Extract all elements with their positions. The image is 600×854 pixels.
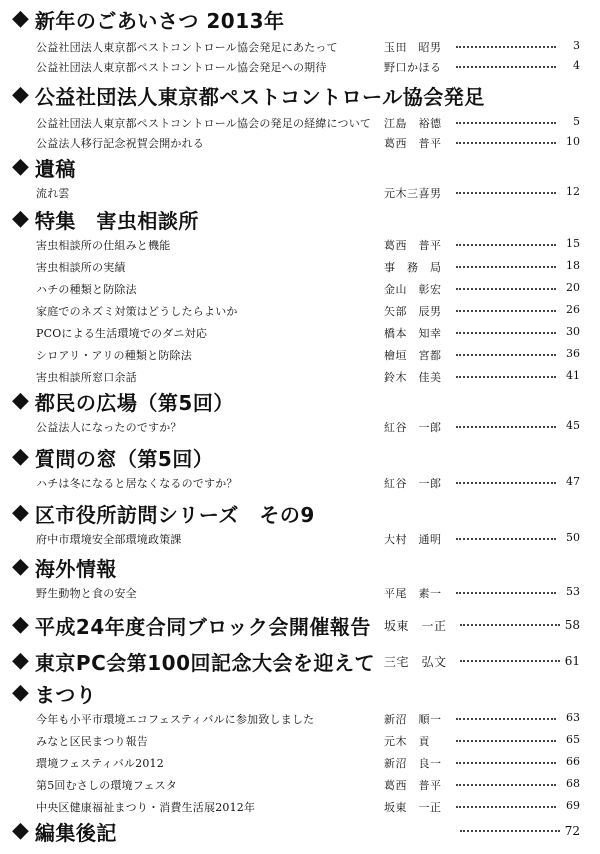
dot-leader	[460, 624, 560, 626]
entry-title: 中央区健康福祉まつり・消費生活展2012年	[36, 801, 256, 814]
toc-entry[interactable]	[0, 182, 600, 202]
entry-author: 新沼 良一	[384, 757, 442, 770]
entry-title: 公益社団法人東京都ペストコントロール協会発足への期待	[36, 61, 327, 74]
toc-entry[interactable]	[0, 322, 600, 342]
toc-entry[interactable]	[0, 256, 600, 276]
toc-entry[interactable]	[0, 472, 600, 492]
entry-title: 害虫相談所窓口余話	[36, 371, 137, 384]
section-title: 公益社団法人東京都ペストコントロール協会発足	[34, 84, 485, 109]
page-number: 15	[566, 237, 580, 250]
diamond-bullet-icon: ◆	[12, 154, 29, 179]
section-title: 編集後記	[34, 820, 117, 845]
section-author: 三宅 弘文	[384, 654, 447, 669]
dot-leader	[460, 660, 560, 662]
entry-author: 紅谷 一郎	[384, 477, 442, 490]
toc-entry[interactable]	[0, 112, 600, 132]
section-title: 区市役所訪問シリーズ その9	[34, 502, 315, 527]
entry-author: 葛西 普平	[384, 137, 442, 150]
section-title: 海外情報	[34, 556, 117, 581]
entry-title: 公益法人になったのですか？	[36, 421, 182, 434]
section-title: まつり	[34, 682, 97, 707]
entry-author: 新沼 順一	[384, 713, 442, 726]
section-heading	[12, 444, 213, 470]
section-heading	[12, 82, 485, 108]
page-number: 58	[564, 618, 580, 632]
entry-author: 元木 貢	[384, 735, 430, 748]
toc-entry[interactable]	[0, 300, 600, 320]
entry-author: 江島 裕德	[384, 117, 442, 130]
entry-author: 事 務 局	[384, 261, 442, 274]
entry-author: 大村 通明	[384, 533, 442, 546]
dot-leader	[456, 266, 556, 268]
page-number: 72	[564, 824, 580, 838]
section-heading	[12, 680, 96, 706]
entry-title: PCOによる生活環境でのダニ対応	[36, 327, 208, 340]
diamond-bullet-icon: ◆	[12, 648, 29, 673]
entry-title: 害虫相談所の仕組みと機能	[36, 239, 171, 252]
dot-leader	[456, 46, 556, 48]
toc-entry[interactable]	[0, 234, 600, 254]
dot-leader	[456, 288, 556, 290]
entry-title: 環境フェスティバル2012	[36, 757, 164, 770]
entry-author: 橋本 知幸	[384, 327, 442, 340]
toc-entry[interactable]	[0, 708, 600, 728]
entry-title: 野生動物と食の安全	[36, 587, 137, 600]
page-number: 36	[566, 347, 580, 360]
entry-title: 第5回むさしの環境フェスタ	[36, 779, 178, 792]
page-number: 30	[566, 325, 580, 338]
entry-author: 金山 彰宏	[384, 283, 442, 296]
toc-entry[interactable]	[0, 366, 600, 386]
entry-title: みなと区民まつり報告	[36, 735, 148, 748]
dot-leader	[456, 192, 556, 194]
diamond-bullet-icon: ◆	[12, 680, 29, 705]
section-heading	[12, 818, 117, 844]
section-meta	[384, 818, 580, 844]
section-heading	[12, 206, 199, 232]
entry-title: シロアリ・アリの種類と防除法	[36, 349, 192, 362]
page-number: 47	[566, 475, 580, 488]
section-heading	[12, 154, 76, 180]
entry-title: 家庭でのネズミ対策はどうしたらよいか	[36, 305, 238, 318]
entry-author: 檜垣 宮都	[384, 349, 442, 362]
section-title: 特集 害虫相談所	[34, 208, 199, 233]
diamond-bullet-icon: ◆	[12, 818, 29, 843]
entry-author: 葛西 普平	[384, 239, 442, 252]
section-title: 東京PC会第100回記念大会を迎えて	[34, 650, 376, 675]
dot-leader	[456, 718, 556, 720]
entry-title: ハチの種類と防除法	[36, 283, 137, 296]
entry-title: 府中市環境安全部環境政策課	[36, 533, 182, 546]
page-number: 18	[566, 259, 580, 272]
section-heading	[12, 500, 315, 526]
section-meta	[384, 648, 580, 674]
entry-title: ハチは冬になると居なくなるのですか？	[36, 477, 238, 490]
section-heading	[12, 612, 371, 638]
section-title: 都民の広場（第5回）	[34, 390, 234, 415]
diamond-bullet-icon: ◆	[12, 82, 29, 107]
toc-entry[interactable]	[0, 278, 600, 298]
toc-entry[interactable]	[0, 774, 600, 794]
page-number: 69	[566, 799, 580, 812]
dot-leader	[456, 784, 556, 786]
toc-entry[interactable]	[0, 528, 600, 548]
page-number: 66	[566, 755, 580, 768]
dot-leader	[456, 66, 556, 68]
toc-entry[interactable]	[0, 36, 600, 56]
entry-author: 葛西 普平	[384, 779, 442, 792]
dot-leader	[456, 310, 556, 312]
entry-title: 公益社団法人東京都ペストコントロール協会発足にあたって	[36, 41, 338, 54]
dot-leader	[456, 142, 556, 144]
diamond-bullet-icon: ◆	[12, 612, 29, 637]
section-title: 質問の窓（第5回）	[34, 446, 214, 471]
toc-entry[interactable]	[0, 730, 600, 750]
page-number: 12	[566, 185, 580, 198]
page-number: 45	[566, 419, 580, 432]
entry-author: 玉田 昭男	[384, 41, 442, 54]
toc-entry[interactable]	[0, 582, 600, 602]
section-author: 坂東 一正	[384, 618, 447, 633]
dot-leader	[460, 830, 560, 832]
page-number: 63	[566, 711, 580, 724]
dot-leader	[456, 354, 556, 356]
dot-leader	[456, 806, 556, 808]
dot-leader	[456, 332, 556, 334]
page-number: 4	[573, 59, 580, 72]
section-heading	[12, 648, 375, 674]
toc-entry[interactable]	[0, 416, 600, 436]
entry-author: 野口かほる	[384, 61, 442, 74]
page-number: 41	[566, 369, 580, 382]
section-heading	[12, 388, 234, 414]
toc-entry[interactable]	[0, 56, 600, 76]
diamond-bullet-icon: ◆	[12, 388, 29, 413]
section-title: 平成24年度合同ブロック会開催報告	[34, 614, 371, 639]
page-number: 61	[564, 654, 580, 668]
page-number: 5	[573, 115, 580, 128]
page-number: 65	[566, 733, 580, 746]
page-number: 10	[566, 135, 580, 148]
toc-entry[interactable]	[0, 796, 600, 816]
entry-author: 紅谷 一郎	[384, 421, 442, 434]
section-title: 遺稿	[34, 156, 76, 181]
entry-title: 公益法人移行記念祝賀会開かれる	[36, 137, 204, 150]
toc-entry[interactable]	[0, 752, 600, 772]
dot-leader	[456, 482, 556, 484]
section-meta	[384, 612, 580, 638]
dot-leader	[456, 376, 556, 378]
dot-leader	[456, 762, 556, 764]
entry-author: 坂東 一正	[384, 801, 442, 814]
dot-leader	[456, 538, 556, 540]
page-number: 68	[566, 777, 580, 790]
diamond-bullet-icon: ◆	[12, 206, 29, 231]
page-number: 53	[566, 585, 580, 598]
dot-leader	[456, 426, 556, 428]
toc-entry[interactable]	[0, 132, 600, 152]
diamond-bullet-icon: ◆	[12, 554, 29, 579]
entry-author: 元木三喜男	[384, 187, 442, 200]
dot-leader	[456, 122, 556, 124]
diamond-bullet-icon: ◆	[12, 6, 29, 31]
dot-leader	[456, 244, 556, 246]
entry-title: 公益社団法人東京都ペストコントロール協会の発足の経緯について	[36, 117, 372, 130]
diamond-bullet-icon: ◆	[12, 500, 29, 525]
section-heading	[12, 6, 285, 32]
diamond-bullet-icon: ◆	[12, 444, 29, 469]
entry-author: 鈴木 佳美	[384, 371, 442, 384]
section-heading	[12, 554, 117, 580]
page-number: 3	[573, 39, 580, 52]
toc-entry[interactable]	[0, 344, 600, 364]
section-title: 新年のごあいさつ 2013年	[34, 8, 285, 33]
entry-author: 平尾 素一	[384, 587, 442, 600]
dot-leader	[456, 592, 556, 594]
entry-title: 流れ雲	[36, 187, 70, 200]
page-number: 50	[566, 531, 580, 544]
entry-title: 今年も小平市環境エコフェスティバルに参加致しました	[36, 713, 315, 726]
entry-author: 矢部 辰男	[384, 305, 442, 318]
page-number: 26	[566, 303, 580, 316]
entry-title: 害虫相談所の実績	[36, 261, 126, 274]
dot-leader	[456, 740, 556, 742]
page-number: 20	[566, 281, 580, 294]
